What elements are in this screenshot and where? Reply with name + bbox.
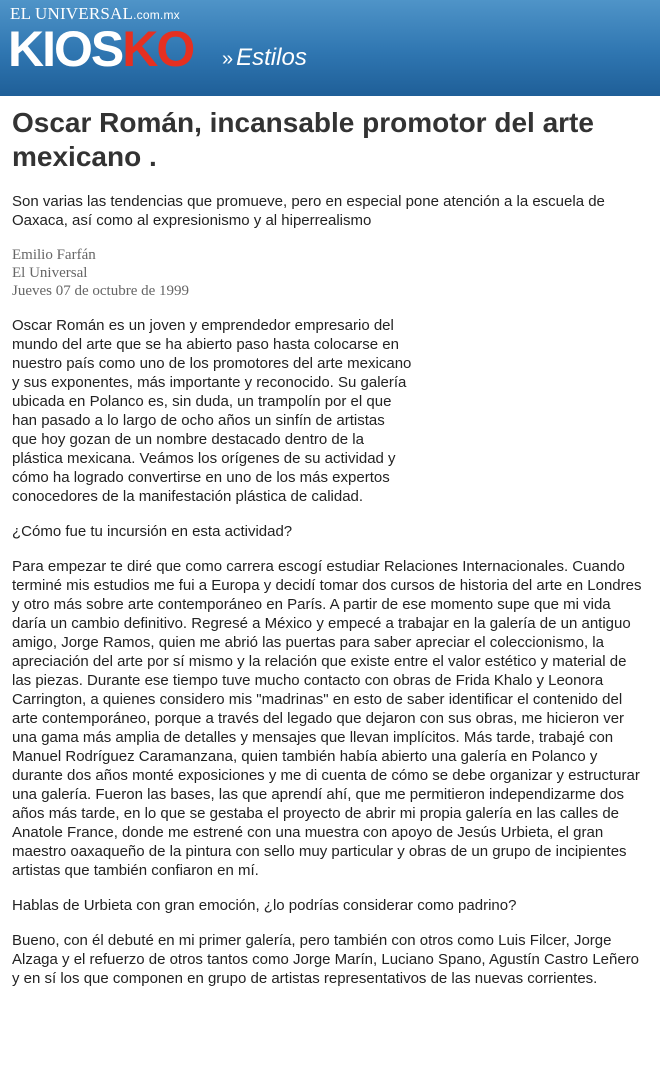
answer-2: Bueno, con él debuté en mi primer galería, pero también con otros como Luis Filcer, Jorge Alzaga y el refuerzo de otros tantos como Jorge Marín, Luciano Spano, Agustín Castro Leñero y en sí los que componen en grupo de artistas representativos de las nuevas corrientes. bbox=[12, 932, 640, 987]
brand-part2: KO bbox=[122, 21, 194, 77]
article-title: Oscar Román, incansable promotor del arte mexicano . bbox=[12, 107, 594, 172]
site-header bbox=[0, 0, 660, 96]
source: El Universal bbox=[12, 265, 88, 281]
answer-1: Para empezar te diré que como carrera escogí estudiar Relaciones Internacionales. Cuando terminé mis estudios me fui a Europa y decidí tomar dos cursos de historia del arte en Londres y otro más sobre arte contemporáneo en París. A partir de ese momento supe que mi vida daría un cambio definitivo. Regresé a México y empecé a trabajar en la galería de un antiguo amigo, Jorge Ramos, quien me abrió las puertas para saber apreciar el coleccionismo, la apreciación del arte por sí mismo y la relación que existe entre el valor estético y material de las piezas. Durante ese tiempo tuve mucho contacto con obras de Frida Khalo y Leonora Carrington, a quienes considero mis "madrinas" en esto de saber identificar el contenido del arte contemporáneo, porque a través del legado que dejaron con sus obras, me hicieron ver una gama más amplia de detalles y mensajes que llevan implícitos. Más tarde, trabajé con Manuel Rodríguez Caramanzana, quien también había abierto una galería en Polanco y durante dos años monté exposiciones y me di cuenta de cómo se debe organizar y estructurar una galería. Fueron las bases, las que aprendí ahí, que me permitieron independizarme dos años más tarde, en lo que se gestaba el proyecto de abrir mi propia galería en las calles de Anatole France, donde me estrené con una muestra con apoyo de Jesús Urbieta, el gran maestro oaxaqueño de la pintura con sello muy particular y obras de un grupo de incipientes artistas que también confiaron en mí. bbox=[12, 558, 642, 879]
site-name-text: EL UNIVERSAL bbox=[10, 4, 134, 23]
section-link[interactable] bbox=[222, 44, 307, 72]
chevron-right-icon: » bbox=[222, 48, 234, 70]
question-2: Hablas de Urbieta con gran emoción, ¿lo podrías considerar como padrino? bbox=[12, 897, 517, 914]
question-1: ¿Cómo fue tu incursión en esta actividad? bbox=[12, 523, 293, 540]
paragraph-intro: Oscar Román es un joven y emprendedor empresario del mundo del arte que se ha abierto paso hasta colocarse en nuestro país como uno de los promotores del arte mexicano y sus exponentes, más importante y reconocido. Su galería ubicada en Polanco es, sin duda, un trampolín por el que han pasado a lo largo de ocho años un sinfín de artistas que hoy gozan de un nombre destacado dentro de la plástica mexicana. Veámos los orígenes de su actividad y cómo ha logrado convertirse en uno de los más expertos conocedores de la manifestación plástica de calidad. bbox=[12, 317, 412, 505]
author: Emilio Farfán bbox=[12, 247, 96, 263]
date: Jueves 07 de octubre de 1999 bbox=[12, 283, 190, 299]
site-domain: .com.mx bbox=[133, 8, 180, 22]
article bbox=[0, 106, 660, 988]
brand-part1: KIOS bbox=[8, 21, 123, 77]
article-summary: Son varias las tendencias que promueve, pero en especial pone atención a la escuela de Oaxaca, así como al expresionismo y al hiperrealismo bbox=[12, 193, 605, 229]
kiosko-logo[interactable] bbox=[8, 21, 194, 77]
section-label: Estilos bbox=[236, 44, 307, 71]
byline bbox=[12, 246, 648, 300]
